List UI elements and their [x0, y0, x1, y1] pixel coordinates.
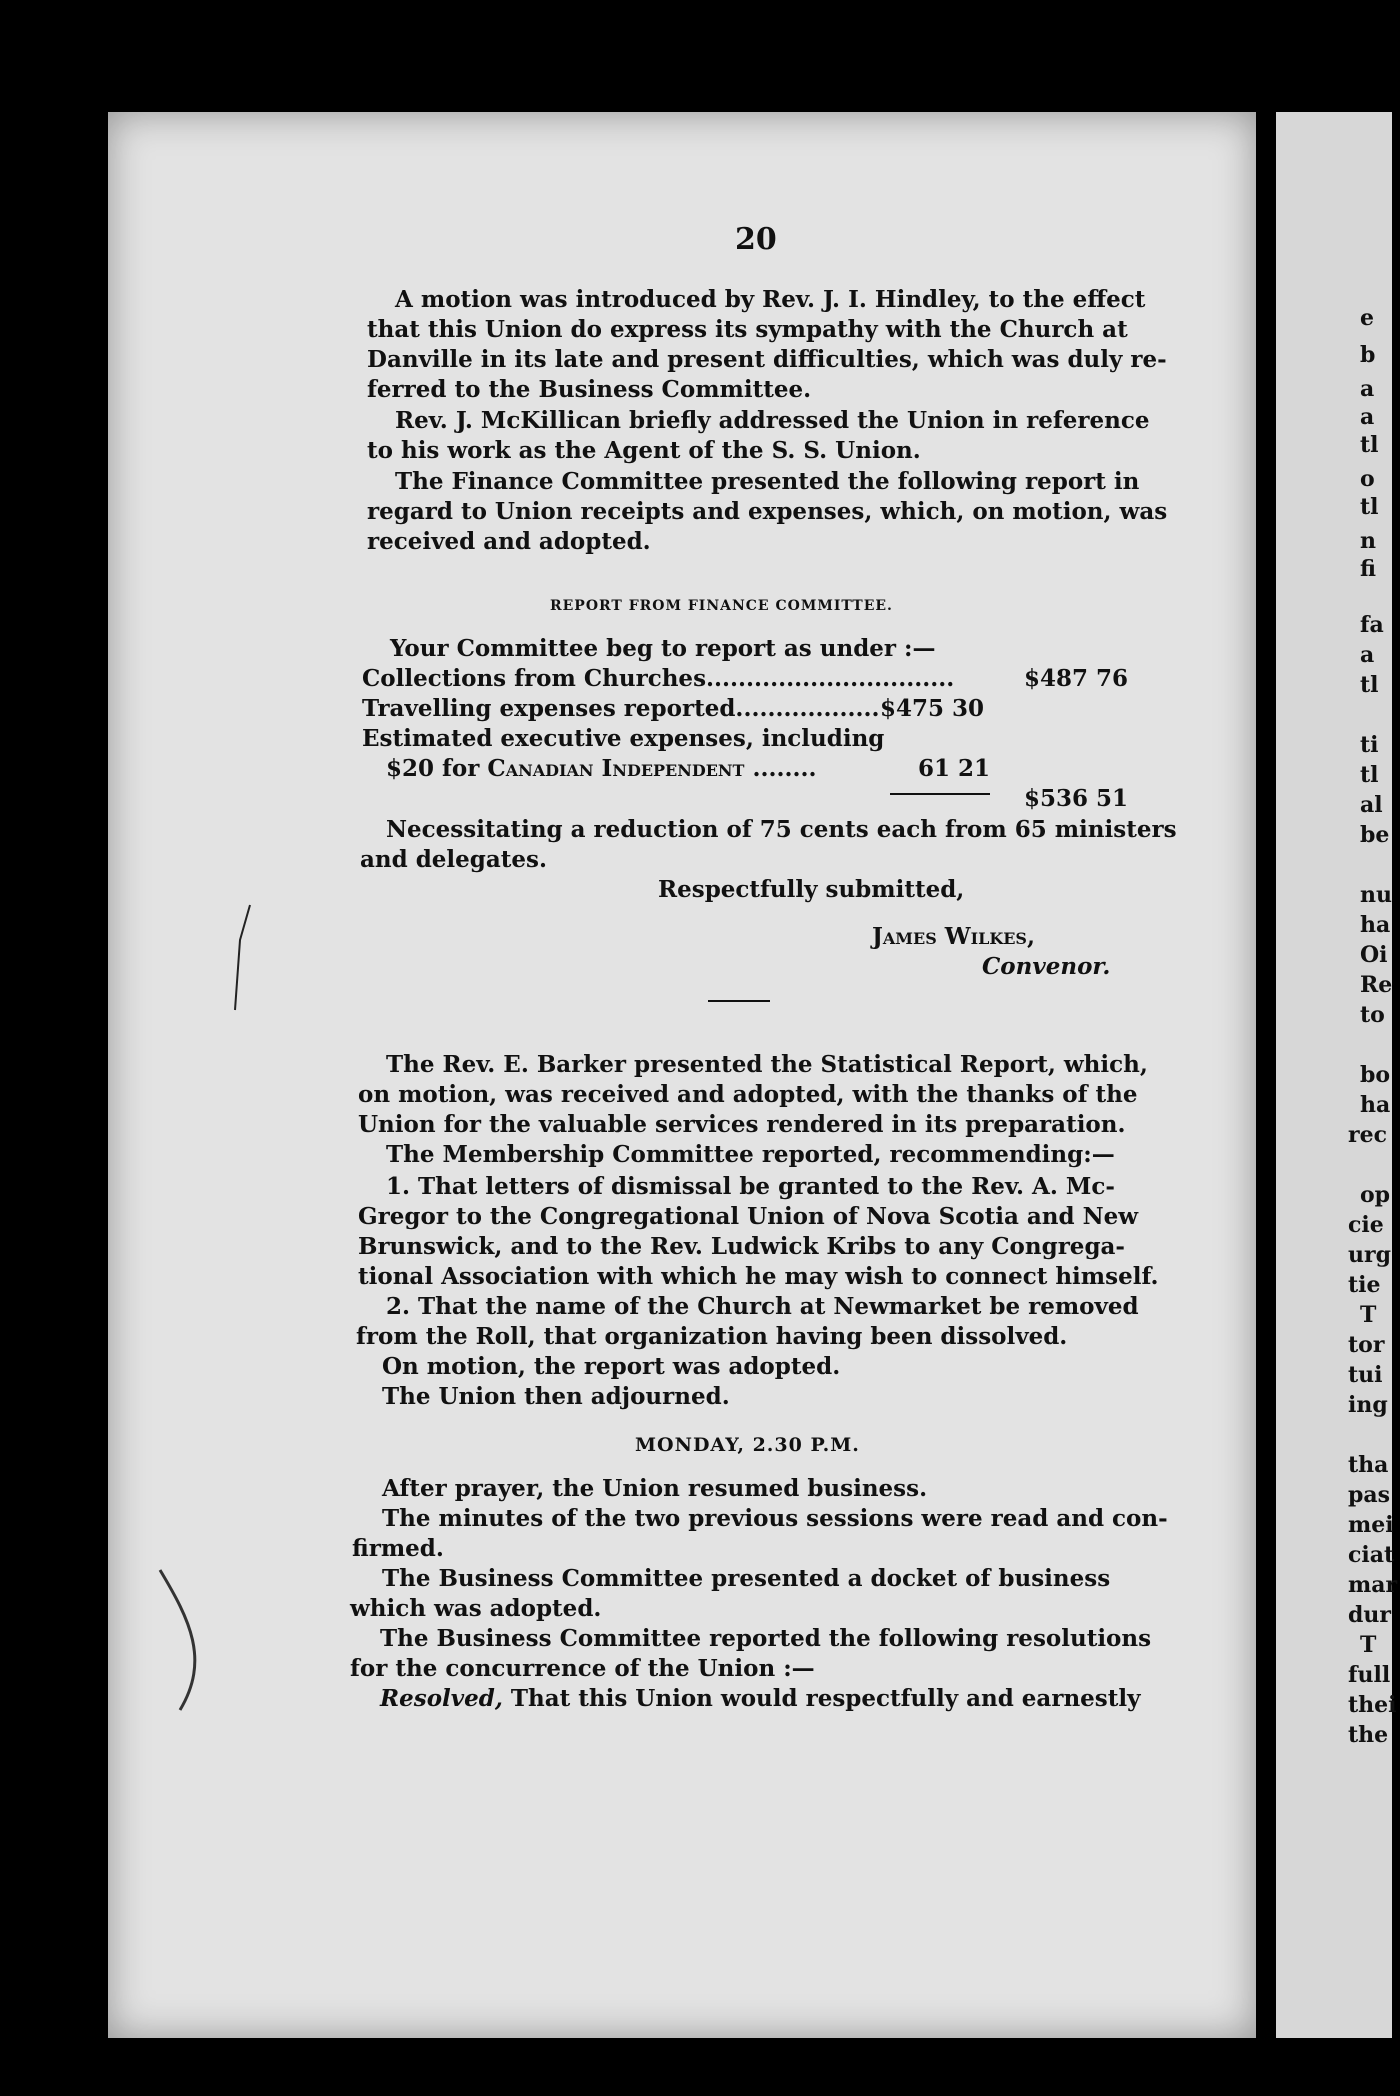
facing-fragment: thei: [1348, 1692, 1397, 1718]
para7-line1: The minutes of the two previous sessions were read and con-: [382, 1505, 1168, 1532]
facing-fragment: ti: [1360, 732, 1379, 758]
para4-line1: The Rev. E. Barker presented the Statistical Report, which,: [386, 1051, 1148, 1078]
facing-fragment: tl: [1360, 432, 1379, 458]
facing-fragment: tui: [1348, 1362, 1383, 1388]
facing-fragment: T: [1360, 1302, 1377, 1328]
travel-value: $475 30: [880, 695, 985, 722]
sum-rule: [890, 793, 990, 795]
para9-line2: for the concurrence of the Union :—: [350, 1655, 815, 1682]
necessitating-line2: and delegates.: [360, 846, 547, 873]
pencil-curve-left: [150, 1560, 230, 1720]
para6: After prayer, the Union resumed business.: [382, 1475, 928, 1502]
session-heading: MONDAY, 2.30 P.M.: [635, 1434, 860, 1456]
para1-line1: A motion was introduced by Rev. J. I. Hindley, to the effect: [395, 286, 1146, 313]
facing-fragment: ha: [1360, 1092, 1391, 1118]
item1-line1: 1. That letters of dismissal be granted to the Rev. A. Mc-: [386, 1173, 1115, 1200]
facing-fragment: ciat: [1348, 1542, 1395, 1568]
facing-fragment: to: [1360, 1002, 1385, 1028]
facing-fragment: tha: [1348, 1452, 1389, 1478]
facing-fragment: fa: [1360, 612, 1384, 638]
convenor-title: Convenor.: [982, 953, 1111, 980]
facing-fragment: ing: [1348, 1392, 1388, 1418]
facing-fragment: tie: [1348, 1272, 1381, 1298]
para9-line1: The Business Committee reported the following resolutions: [380, 1625, 1152, 1652]
page-gutter: [1256, 112, 1276, 2038]
facing-fragment: Oi: [1360, 942, 1388, 968]
para2-line1: Rev. J. McKillican briefly addressed the Union in reference: [395, 407, 1150, 434]
para3-line2: regard to Union receipts and expenses, which, on motion, was: [367, 498, 1168, 525]
facing-fragment: pas: [1348, 1482, 1391, 1508]
facing-fragment: urg: [1348, 1242, 1391, 1268]
independent-dots: ........: [752, 755, 817, 782]
item2-line1: 2. That the name of the Church at Newmarket be removed: [386, 1293, 1139, 1320]
resolved-line: [380, 1684, 1140, 1714]
estimated-label: Estimated executive expenses, including: [362, 725, 885, 752]
facing-fragment: be: [1360, 822, 1390, 848]
facing-fragment: mar: [1348, 1572, 1398, 1598]
facing-fragment: a: [1360, 404, 1375, 430]
facing-fragment: tl: [1360, 762, 1379, 788]
item2-line2: from the Roll, that organization having been dissolved.: [356, 1323, 1068, 1350]
para3-line3: received and adopted.: [367, 528, 651, 555]
facing-fragment: o: [1360, 466, 1375, 492]
necessitating-line1: Necessitating a reduction of 75 cents each from 65 ministers: [386, 816, 1177, 843]
facing-fragment: the: [1348, 1722, 1389, 1748]
para1-line3: Danville in its late and present difficulties, which was duly re-: [367, 346, 1167, 373]
facing-fragment: ha: [1360, 912, 1391, 938]
item1-line2: Gregor to the Congregational Union of Nova Scotia and New: [358, 1203, 1139, 1230]
item1-line4: tional Association with which he may wish to connect himself.: [358, 1263, 1159, 1290]
resolved-word: Resolved,: [380, 1685, 503, 1712]
para2-line2: to his work as the Agent of the S. S. Union.: [367, 437, 921, 464]
facing-fragment: tl: [1360, 672, 1379, 698]
facing-fragment: T: [1360, 1632, 1377, 1658]
facing-fragment: Re: [1360, 972, 1393, 998]
facing-fragment: full: [1348, 1662, 1391, 1688]
para4-line3: Union for the valuable services rendered in its preparation.: [358, 1111, 1126, 1138]
facing-fragment: e: [1360, 305, 1374, 331]
section-rule: [708, 1000, 770, 1002]
para8-line2: which was adopted.: [350, 1595, 602, 1622]
total-value: $536 51: [1024, 785, 1129, 812]
travel-label: Travelling expenses reported..................: [362, 695, 880, 722]
adopted-line: On motion, the report was adopted.: [382, 1353, 841, 1380]
finance-heading: REPORT FROM FINANCE COMMITTEE.: [550, 598, 893, 614]
para1-line4: ferred to the Business Committee.: [367, 376, 812, 403]
para8-line1: The Business Committee presented a docket of business: [382, 1565, 1111, 1592]
page-number: 20: [735, 222, 777, 257]
facing-fragment: nu: [1360, 882, 1392, 908]
facing-fragment: n: [1360, 528, 1376, 554]
para4-line2: on motion, was received and adopted, with the thanks of the: [358, 1081, 1138, 1108]
facing-fragment: tor: [1348, 1332, 1385, 1358]
facing-fragment: fi: [1360, 556, 1376, 582]
facing-fragment: mei: [1348, 1512, 1394, 1538]
independent-prefix: $20 for: [386, 755, 480, 782]
facing-fragment: a: [1360, 376, 1375, 402]
facing-fragment: b: [1360, 342, 1376, 368]
finance-intro: Your Committee beg to report as under :—: [390, 635, 936, 662]
resolved-rest: That this Union would respectfully and earnestly: [510, 1685, 1141, 1712]
para5: The Membership Committee reported, recommending:—: [386, 1141, 1115, 1168]
facing-fragment: cie: [1348, 1212, 1384, 1238]
para3-line1: The Finance Committee presented the following report in: [395, 468, 1140, 495]
para7-line2: firmed.: [352, 1535, 444, 1562]
facing-fragment: bo: [1360, 1062, 1391, 1088]
independent-line: [386, 754, 817, 784]
facing-fragment: a: [1360, 642, 1375, 668]
submitted-line: Respectfully submitted,: [658, 876, 965, 903]
collections-value: $487 76: [1024, 665, 1129, 692]
independent-value: 61 21: [918, 755, 991, 782]
facing-fragment: al: [1360, 792, 1383, 818]
facing-fragment: op: [1360, 1182, 1391, 1208]
item1-line3: Brunswick, and to the Rev. Ludwick Kribs to any Congrega-: [358, 1233, 1125, 1260]
facing-fragment: tl: [1360, 494, 1379, 520]
independent-name: Canadian Independent: [487, 755, 745, 782]
para1-line2: that this Union do express its sympathy with the Church at: [367, 316, 1128, 343]
signature: James Wilkes,: [872, 923, 1035, 950]
pencil-mark-left: [220, 900, 270, 1020]
adjourned-line: The Union then adjourned.: [382, 1383, 730, 1410]
facing-fragment: dur: [1348, 1602, 1391, 1628]
collections-label: Collections from Churches...............................: [362, 665, 955, 692]
facing-fragment: rec: [1348, 1122, 1387, 1148]
